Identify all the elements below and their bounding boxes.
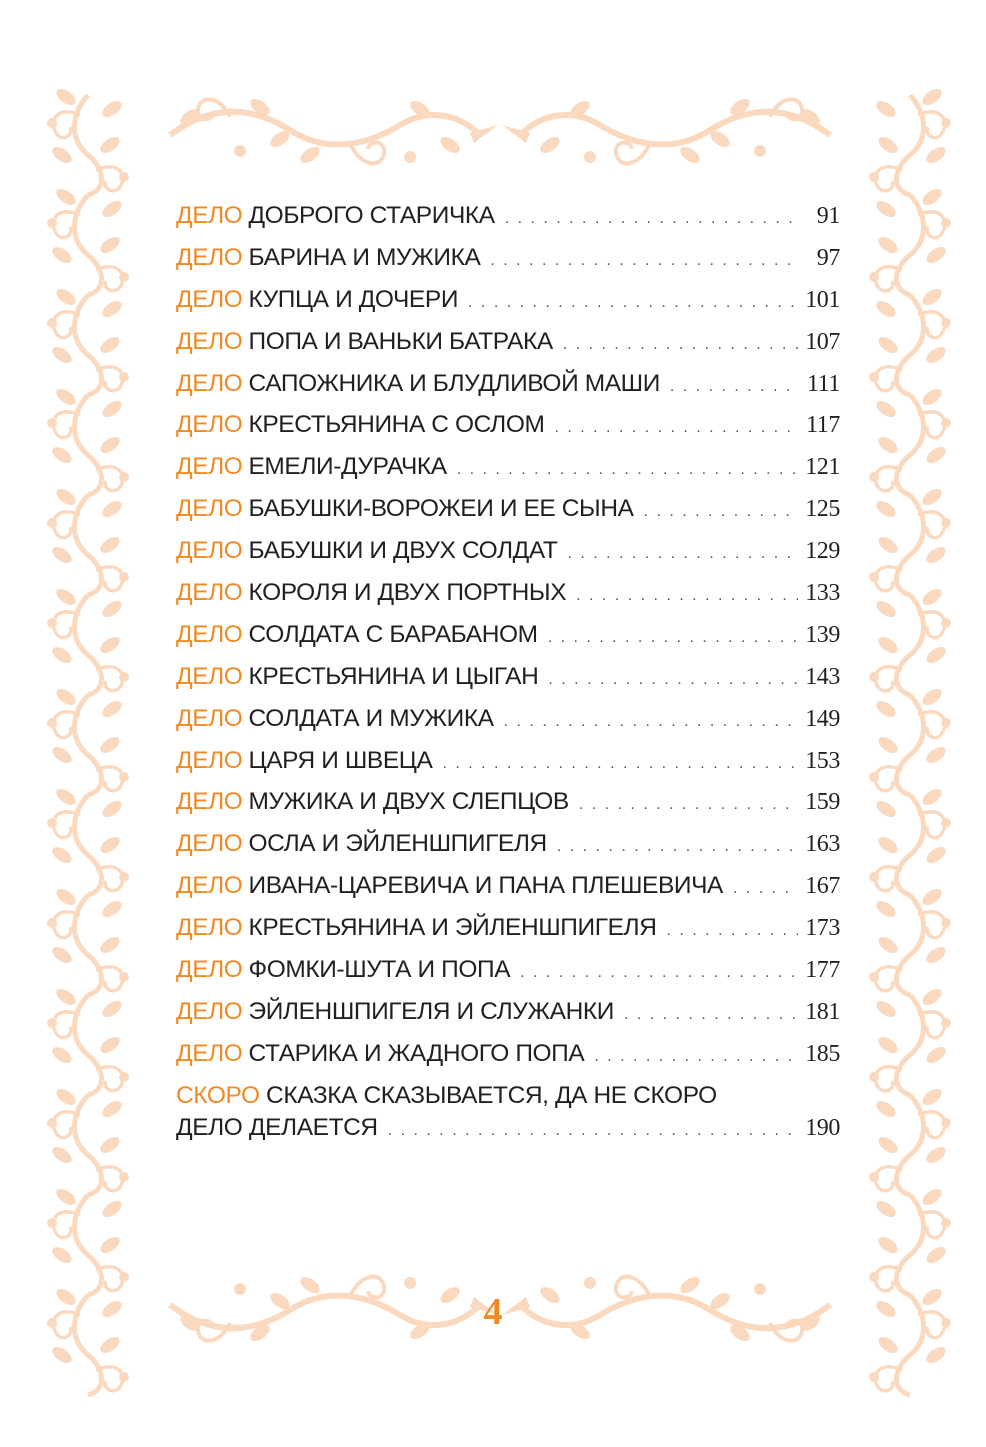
toc-dot-leader (504, 713, 798, 731)
toc-entry-keyword: ДЕЛО (176, 369, 243, 397)
toc-dot-leader (520, 964, 798, 982)
toc-entry-page: 125 (805, 496, 840, 523)
toc-entry-title: ИВАНА-ЦАРЕВИЧА И ПАНА ПЛЕШЕВИЧА (248, 872, 723, 900)
toc-entry (176, 328, 840, 370)
toc-entry-keyword: ДЕЛО (176, 243, 243, 271)
toc-entry-keyword: ДЕЛО (176, 453, 243, 481)
toc-entry-title: КРЕСТЬЯНИНА И ЦЫГАН (248, 662, 539, 690)
toc-entry-title: ФОМКИ-ШУТА И ПОПА (248, 956, 511, 984)
toc-dot-leader (388, 1122, 798, 1140)
toc-entry-keyword: ДЕЛО (176, 411, 243, 439)
toc-entry-page: 139 (805, 621, 840, 648)
toc-entry-keyword: ДЕЛО (176, 872, 243, 900)
toc-entry-keyword: ДЕЛО (176, 830, 243, 858)
toc-entry (176, 705, 840, 747)
toc-entry-keyword: ДЕЛО (176, 579, 243, 607)
toc-entry (176, 286, 840, 328)
toc-entry-page: 153 (805, 747, 840, 774)
page-number: 4 (483, 1291, 503, 1333)
toc-entry-page: 185 (805, 1040, 840, 1067)
toc-dot-leader (567, 545, 798, 563)
toc-entry (176, 411, 840, 453)
toc-entry (176, 830, 840, 872)
toc-entry-keyword: ДЕЛО (176, 495, 243, 523)
toc-entry-page: 111 (806, 370, 840, 397)
toc-dot-leader (554, 419, 798, 437)
toc-entry-page: 91 (816, 203, 840, 229)
toc-entry-title: СКАЗКА СКАЗЫВАЕТСЯ, ДА НЕ СКОРО (266, 1081, 717, 1109)
toc-entry-title: КРЕСТЬЯНИНА И ЭЙЛЕНШПИГЕЛЯ (248, 914, 657, 942)
toc-entry-title: БАБУШКИ И ДВУХ СОЛДАТ (248, 537, 558, 565)
toc-dot-leader (733, 880, 798, 898)
toc-entry-title: ЕМЕЛИ-ДУРАЧКА (248, 453, 447, 481)
toc-entry-page: 173 (805, 915, 840, 942)
toc-entry-title: КОРОЛЯ И ДВУХ ПОРТНЫХ (248, 579, 567, 607)
toc-entry (176, 663, 840, 705)
toc-entry-keyword: ДЕЛО (176, 327, 243, 355)
toc-entry-page: 97 (816, 244, 840, 271)
toc-dot-leader (624, 1006, 798, 1024)
toc-dot-leader (548, 671, 798, 689)
toc-dot-leader (644, 503, 798, 521)
toc-entry-title: КУПЦА И ДОЧЕРИ (248, 285, 459, 313)
toc-entry-page: 177 (805, 957, 840, 984)
toc-entry-final (176, 1082, 840, 1150)
toc-entry-page: 133 (805, 580, 840, 607)
toc-dot-leader (557, 838, 798, 856)
toc-entry-title: КРЕСТЬЯНИНА С ОСЛОМ (248, 411, 545, 439)
toc-entry-title: СТАРИКА И ЖАДНОГО ПОПА (248, 1039, 585, 1067)
toc-entry-keyword: ДЕЛО (176, 914, 243, 942)
toc-dot-leader (505, 210, 798, 228)
toc-entry-page: 159 (805, 789, 840, 816)
toc-entry-keyword: ДЕЛО (176, 620, 243, 648)
toc-entry (176, 202, 840, 244)
toc-entry-keyword: ДЕЛО (176, 662, 243, 690)
toc-dot-leader (670, 378, 798, 396)
toc-entry (176, 788, 840, 830)
toc-entry-keyword: ДЕЛО (176, 1039, 243, 1067)
toc-entry-page: 163 (805, 831, 840, 858)
toc-dot-leader (548, 629, 798, 647)
toc-entry-keyword: ДЕЛО (176, 202, 243, 229)
toc-dot-leader (490, 252, 798, 270)
toc-dot-leader (579, 796, 798, 814)
toc-entry-title: ДОБРОГО СТАРИЧКА (248, 202, 495, 229)
toc-entry-keyword: ДЕЛО (176, 997, 243, 1025)
toc-entry-title: БАБУШКИ-ВОРОЖЕИ И ЕЕ СЫНА (248, 495, 634, 523)
toc-entry-page: 129 (805, 538, 840, 565)
toc-entry-keyword: ДЕЛО (176, 704, 243, 732)
toc-dot-leader (468, 294, 798, 312)
toc-entry-keyword: СКОРО (176, 1081, 260, 1109)
toc-entry (176, 244, 840, 286)
toc-entry-title: СОЛДАТА И МУЖИКА (248, 704, 494, 732)
toc-entry (176, 621, 840, 663)
toc-entry (176, 453, 840, 495)
toc-entry-keyword: ДЕЛО (176, 956, 243, 984)
toc-entry-title: ОСЛА И ЭЙЛЕНШПИГЕЛЯ (248, 830, 547, 858)
toc-entry-title: ПОПА И ВАНЬКИ БАТРАКА (248, 327, 553, 355)
toc-entry-page: 143 (805, 663, 840, 690)
toc-entry-page: 167 (805, 873, 840, 900)
toc-entry (176, 747, 840, 789)
toc-entry-keyword: ДЕЛО (176, 746, 243, 774)
toc-entry-title: МУЖИКА И ДВУХ СЛЕПЦОВ (248, 788, 569, 816)
toc-entry-title: СОЛДАТА С БАРАБАНОМ (248, 620, 538, 648)
toc-entry-page: 107 (805, 328, 840, 355)
toc-entry-page: 101 (805, 286, 840, 313)
toc-entry-page: 121 (805, 454, 840, 481)
toc-entry (176, 914, 840, 956)
toc-entry-page: 117 (806, 412, 840, 439)
toc-dot-leader (457, 461, 798, 479)
toc-entry-page: 181 (805, 998, 840, 1025)
toc-entry (176, 579, 840, 621)
toc-entry (176, 998, 840, 1040)
toc-entry (176, 1040, 840, 1082)
toc-dot-leader (667, 922, 799, 940)
toc-dot-leader (594, 1048, 798, 1066)
toc-entry-title: ЦАРЯ И ШВЕЦА (248, 746, 433, 774)
toc-entry-keyword: ДЕЛО (176, 537, 243, 565)
toc-entry (176, 872, 840, 914)
toc-dot-leader (576, 587, 798, 605)
toc-entry-page: 190 (805, 1114, 840, 1141)
toc-entry (176, 495, 840, 537)
toc-entry-title-continued: ДЕЛО ДЕЛАЕТСЯ (176, 1113, 378, 1141)
toc-entry-title: ЭЙЛЕНШПИГЕЛЯ И СЛУЖАНКИ (248, 997, 614, 1025)
toc-entry (176, 956, 840, 998)
toc-dot-leader (442, 755, 798, 773)
table-of-contents (176, 202, 840, 1150)
toc-entry-keyword: ДЕЛО (176, 788, 243, 816)
toc-entry-title: САПОЖНИКА И БЛУДЛИВОЙ МАШИ (248, 369, 660, 397)
toc-entry-keyword: ДЕЛО (176, 285, 243, 313)
toc-entry (176, 537, 840, 579)
toc-entry (176, 370, 840, 412)
toc-entry-page: 149 (805, 705, 840, 732)
toc-entry-title: БАРИНА И МУЖИКА (248, 243, 481, 271)
toc-dot-leader (563, 336, 798, 354)
